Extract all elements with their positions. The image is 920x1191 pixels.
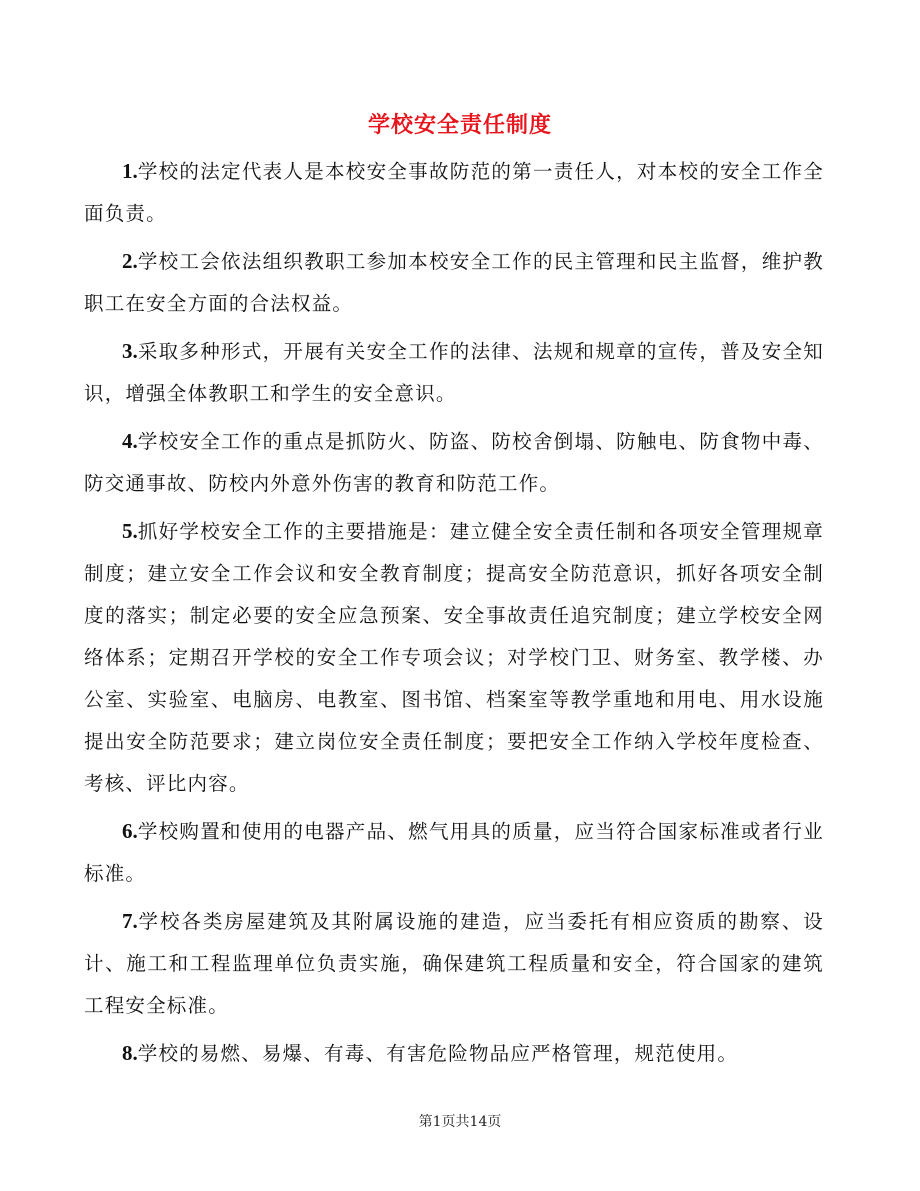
- paragraph-text: 抓好学校安全工作的主要措施是：建立健全安全责任制和各项安全管理规章制度；建立安全工作会议和安全教育制度；提高安全防范意识，抓好各项安全制度的落实；制定必要的安全应急预案、安全事故责任追究制度；建立学校安全网络体系；定期召开学校的安全工作专项会议；对学校门卫、财务室、教学楼、办公室、实验室、电脑房、电教室、图书馆、档案室等教学重地和用电、用水设施提出安全防范要求；建立岗位安全责任制度；要把安全工作纳入学校年度检查、考核、评比内容。: [84, 520, 824, 795]
- paragraph-number: 6.: [122, 819, 138, 843]
- paragraph-text: 学校购置和使用的电器产品、燃气用具的质量，应当符合国家标准或者行业标准。: [84, 820, 824, 885]
- paragraph-text: 学校的法定代表人是本校安全事故防范的第一责任人，对本校的安全工作全面负责。: [84, 160, 824, 225]
- paragraph-text: 学校各类房屋建筑及其附属设施的建造，应当委托有相应资质的勘察、设计、施工和工程监理单位负责实施，确保建筑工程质量和安全，符合国家的建筑工程安全标准。: [84, 910, 824, 1017]
- paragraph-text: 采取多种形式，开展有关安全工作的法律、法规和规章的宣传，普及安全知识，增强全体教职工和学生的安全意识。: [84, 340, 824, 405]
- paragraph-text: 学校的易燃、易爆、有毒、有害危险物品应严格管理，规范使用。: [137, 1042, 739, 1065]
- paragraph-number: 4.: [122, 429, 138, 453]
- paragraph-2: [84, 240, 824, 325]
- paragraph-text: 学校工会依法组织教职工参加本校安全工作的民主管理和民主监督，维护教职工在安全方面的合法权益。: [84, 250, 824, 315]
- paragraph-8: [84, 1032, 824, 1075]
- paragraph-6: [84, 810, 824, 895]
- paragraph-number: 3.: [122, 339, 138, 363]
- paragraph-5: [84, 510, 824, 805]
- paragraph-number: 2.: [122, 249, 138, 273]
- paragraph-7: [84, 900, 824, 1027]
- document-title: 学校安全责任制度: [367, 113, 552, 138]
- paragraph-text: 学校安全工作的重点是抓防火、防盗、防校舍倒塌、防触电、防食物中毒、防交通事故、防校内外意外伤害的教育和防范工作。: [84, 430, 824, 495]
- paragraph-3: [84, 330, 824, 415]
- paragraph-number: 7.: [122, 909, 138, 933]
- document-body: [84, 150, 824, 1080]
- page-number-footer: 第1页共14页: [418, 1114, 502, 1130]
- paragraph-number: 5.: [122, 519, 138, 543]
- paragraph-1: [84, 150, 824, 235]
- paragraph-number: 1.: [122, 159, 138, 183]
- paragraph-number: 8.: [122, 1041, 138, 1065]
- paragraph-4: [84, 420, 824, 505]
